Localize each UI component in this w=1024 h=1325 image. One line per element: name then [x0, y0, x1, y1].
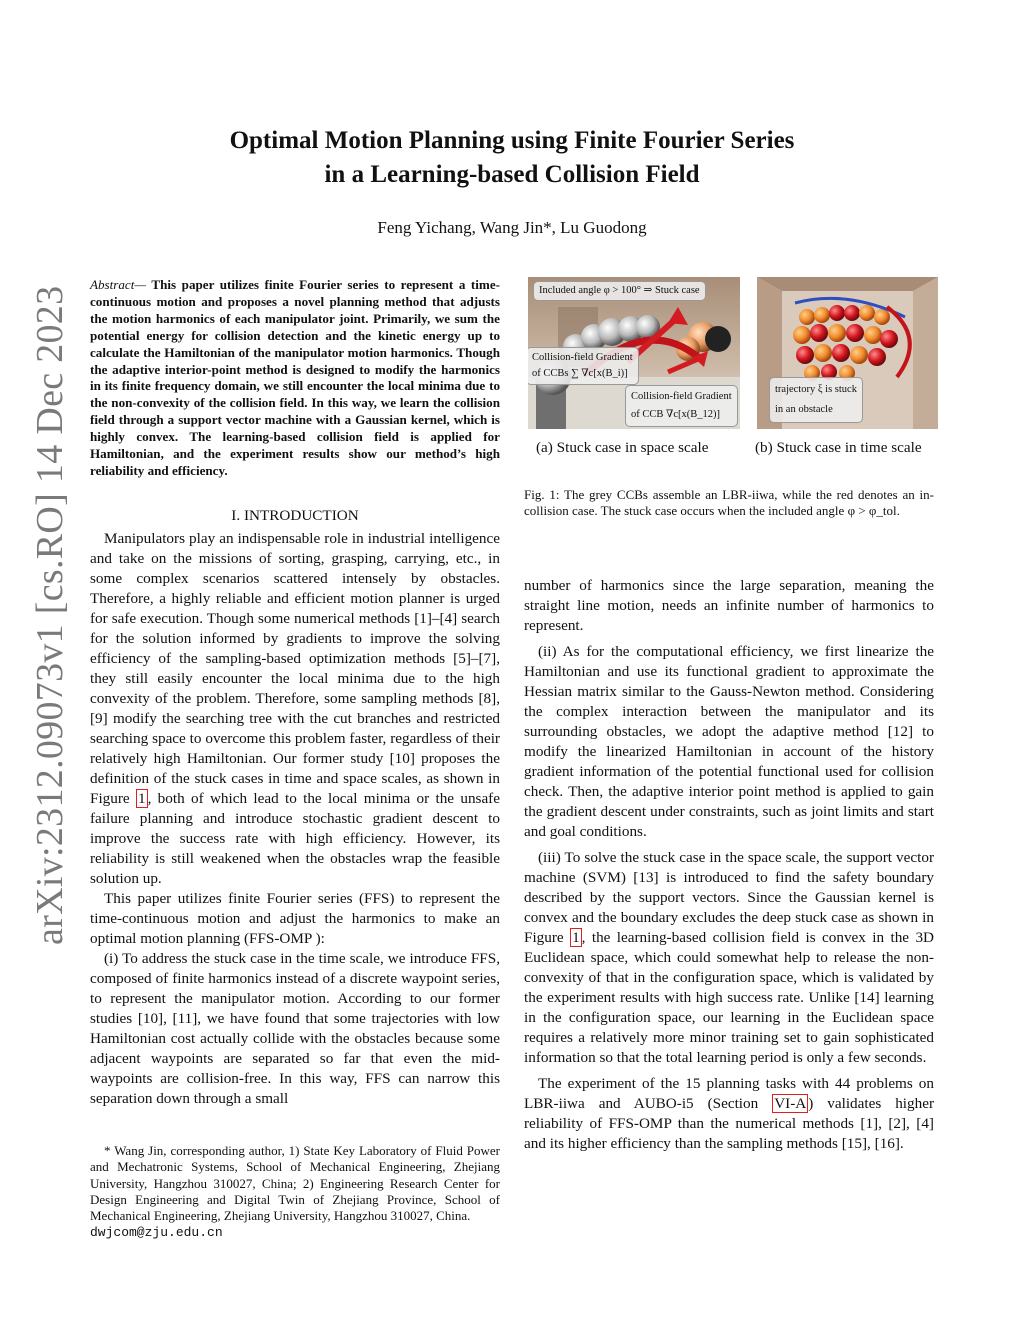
trajectory-stuck-label: trajectory ξ is stuck in an obstacle [769, 377, 863, 423]
abstract [90, 277, 500, 480]
title-line-1: Optimal Motion Planning using Finite Fourier Series [229, 127, 795, 154]
figure-link[interactable]: 1 [137, 790, 146, 807]
right-paragraph-0: number of harmonics since the large separation, meaning the straight line motion, needs an infinite number of harmonics to represent. [524, 577, 934, 634]
right-paragraph-1: (ii) As for the computational efficiency, we first linearize the Hamiltonian and use its functional gradient to approximate the Hessian matrix similar to the Gauss-Newton method. Considering the complex interaction between the manipulator and its surrounding obstacles, we adopt the adaptive method [12] to modify the linearized Hamiltonian in account of the history gradient information of the potential functional used for collision check. Then, the adaptive interior point method is applied to gain the gradient descent under constraints, such as joint limits and start and goal conditions. [524, 643, 934, 840]
figure-1a-caption: (a) Stuck case in space scale [536, 439, 709, 456]
figure-link[interactable]: 1 [572, 929, 580, 946]
intro-paragraph-1: Manipulators play an indispensable role in industrial intelligence and take on the missions of sorting, grasping, carrying, etc., in some complex scenarios scattered intensely by obstacles. Therefore, a highly reliable and efficient motion planner is urged for safe execution. Though some numerical methods [1]–[4] search for the solution informed by gradients to improve the solving efficiency of the sampling-based optimization methods [5]–[7], they still easily encounter the local minima due to the high convexity of the problem. Therefore, some sampling methods [8], [9] modify the searching tree with the cut branches and restricted searching space to overcome this problem faster, regardless of their relatively high Hamiltonian. Our former study [10] proposes the definition of the stuck cases in time and space scales, as shown in Figure 1 , both of which lead to the local minima or the unsafe failure planning and introduce stochastic gradient descent to improve the success rate with high efficiency. However, its reliability is still weakened when the obstacles wrap the feasible solution up. [90, 530, 500, 887]
figure-1b-caption: (b) Stuck case in time scale [755, 439, 922, 456]
intro-paragraph-2: This paper utilizes finite Fourier series (FFS) to represent the time-continuous motion and adjust the harmonics to make an optimal motion planning (FFS-OMP ): [90, 890, 500, 947]
figure-1-caption: Fig. 1: The grey CCBs assemble an LBR-iiwa, while the red denotes an in-collision case. The stuck case occurs when the included angle φ > φ_tol. [524, 487, 934, 519]
ccbs-gradient-label: Collision-field Gradient of CCBs ∑ ∇c[x(B_i)] [528, 347, 639, 385]
footnote-email[interactable]: dwjcom@zju.edu.cn [90, 1225, 223, 1241]
right-paragraph-3: The experiment of the 15 planning tasks with 44 problems on LBR-iiwa and AUBO-i5 (Section VI-A ) validates higher reliability of FFS-OMP than the numerical methods [1], [2], [4] and its higher efficiency than the sampling methods [15], [16]. [524, 1075, 934, 1152]
author-list: Feng Yichang, Wang Jin*, Lu Guodong [377, 218, 647, 237]
abstract-text: This paper utilizes finite Fourier series to represent a time-continuous motion and proposes a novel planning method that adjusts the motion harmonics of each manipulator joint. Primarily, we sum the potential energy for collision detection and the kinetic energy up to calculate the Hamiltonian of the manipulator motion harmonics. Though the adaptive interior-point method is designed to modify the harmonics in its finite frequency domain, we still encounter the local minima due to the non-convexity of the collision field. In this way, we learn the collision field through a support vector machine with a Gaussian kernel, which is highly convex. The learning-based collision field is applied for Hamiltonian, and the experiment results show our method’s high reliability and efficiency. [90, 277, 500, 478]
arxiv-identifier[interactable]: arXiv:2312.09073v1 [cs.RO] 14 Dec 2023 [29, 285, 71, 945]
included-angle-label: Included angle φ > 100° ⇒ Stuck case [533, 281, 706, 301]
right-column-body [524, 576, 934, 1154]
left-column-body [90, 529, 500, 1109]
figure-1b-image [757, 277, 938, 429]
section-heading-introduction: I. INTRODUCTION [231, 507, 359, 524]
footnote-text: * Wang Jin, corresponding author, 1) State Key Laboratory of Fluid Power and Mechatronic Systems, School of Mechanical Engineering, Zhejiang University, Hangzhou 310027, China; 2) Engineering Research Center for Design Engineering and Digital Twin of Zhejiang Province, School of Mechanical Engineering, Zhejiang University, Hangzhou 310027, China. [90, 1143, 500, 1224]
title-line-2: in a Learning-based Collision Field [324, 161, 700, 188]
ccb12-gradient-label: Collision-field Gradient of CCB ∇c[x(B_12)] [625, 385, 738, 427]
section-link[interactable]: VI-A [774, 1095, 807, 1112]
footnote [90, 1143, 500, 1242]
figure-1a-image [528, 277, 740, 429]
intro-paragraph-3: (i) To address the stuck case in the time scale, we introduce FFS, composed of finite harmonics instead of a discrete waypoint series, to represent the manipulator motion. According to our former studies [10], [11], we have found that some trajectories with low Hamiltonian cost actually collide with the obstacles because some adjacent waypoints are separated so far that even the mid-waypoints are collision-free. In this way, FFS can narrow this separation down through a small [90, 950, 500, 1107]
right-paragraph-2: (iii) To solve the stuck case in the space scale, the support vector machine (SVM) [13] is introduced to find the safety boundary described by the support vectors. Since the Gaussian kernel is convex and the boundary excludes the deep stuck case as shown in Figure 1 , the learning-based collision field is convex in the 3D Euclidean space, which could somewhat help to release the non-convexity of that in the configuration space, which is validated by the experiment results with high success rate. Unlike [14] learning in the configuration space, our learning in the Euclidean space requires a relatively more minor training set to gain sophisticated information so that the total learning period is only a few seconds. [524, 849, 935, 1066]
paper-title [0, 124, 1024, 192]
abstract-label: Abstract— [90, 277, 147, 292]
